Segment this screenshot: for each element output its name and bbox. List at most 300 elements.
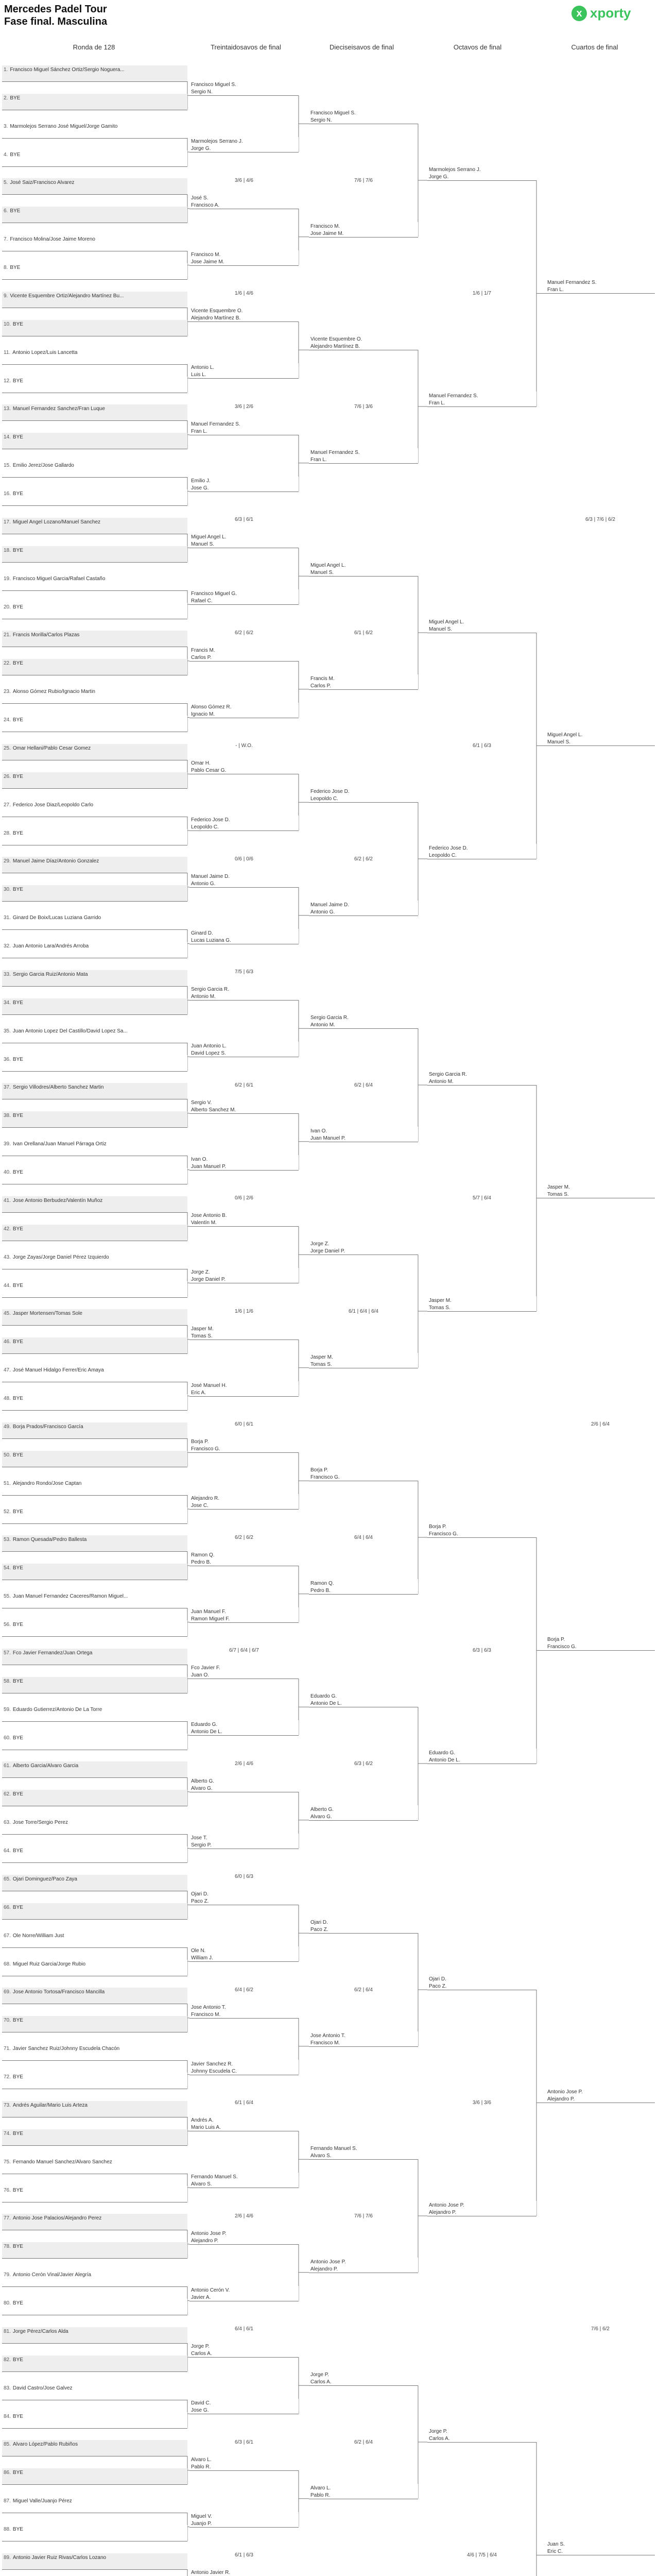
r64-slot[interactable] [189, 2003, 299, 2019]
match-score: 2/6 | 4/6 [235, 1760, 253, 1767]
r128-slot[interactable] [2, 178, 187, 195]
player-b: Antonio De L. [310, 1701, 342, 1707]
r128-slot[interactable] [2, 1027, 187, 1043]
r128-slot[interactable] [2, 2214, 187, 2230]
player-a: Federico Jose D. [191, 817, 230, 823]
seed-number: 51. [4, 1480, 11, 1486]
r128-slot[interactable] [2, 913, 187, 930]
r128-slot[interactable] [2, 659, 187, 675]
player-b: Jose G. [191, 2408, 209, 2414]
r128-slot[interactable] [2, 998, 187, 1015]
player-a: Borja P. [191, 1439, 209, 1445]
r64-slot[interactable] [189, 194, 299, 209]
r64-slot[interactable] [189, 703, 299, 718]
r8-slot[interactable] [546, 1183, 655, 1198]
r128-slot[interactable] [2, 1705, 187, 1722]
r128-slot[interactable] [2, 1366, 187, 1382]
r128-slot[interactable] [2, 1649, 187, 1665]
team-name: Jose Antonio Berbudez/Valentín Muñoz [12, 1197, 103, 1204]
r128-slot[interactable] [2, 1960, 187, 1976]
r128-slot[interactable] [2, 829, 187, 845]
r128-slot[interactable] [2, 433, 187, 449]
r16-slot[interactable] [427, 618, 536, 633]
seed-number: 46. [4, 1339, 11, 1345]
team-name: BYE [12, 2470, 23, 2476]
team-name: Antonio Javier Ruiz Rivas/Carlos Lozano [12, 2554, 107, 2561]
r64-slot[interactable] [189, 137, 299, 152]
match-score: 7/6 | 7/6 [354, 2213, 373, 2219]
r64-slot[interactable] [189, 250, 299, 266]
r64-slot[interactable] [189, 1664, 299, 1679]
r32-slot[interactable] [309, 2370, 418, 2386]
player-a: Federico Jose D. [429, 845, 468, 851]
match-score: 7/6 | 6/2 [591, 2326, 610, 2332]
team-name: Francis Morilla/Carlos Plazas [12, 632, 80, 638]
r128-slot[interactable] [2, 461, 187, 478]
team-name: BYE [12, 1056, 23, 1062]
r64-slot[interactable] [189, 1777, 299, 1792]
match-score: 6/1 | 6/2 [354, 630, 373, 636]
r128-slot[interactable] [2, 2497, 187, 2513]
seed-number: 82. [4, 2357, 11, 2363]
r128-slot[interactable] [2, 235, 187, 251]
r128-slot[interactable] [2, 2384, 187, 2400]
r32-slot[interactable] [309, 561, 418, 577]
player-a: José Manuel H. [191, 1382, 227, 1388]
r128-slot[interactable] [2, 1083, 187, 1099]
r128-slot[interactable] [2, 1309, 187, 1326]
r128-slot[interactable] [2, 1761, 187, 1778]
seed-number: 34. [4, 999, 11, 1006]
r128-slot[interactable] [2, 1620, 187, 1637]
team-name: Juan Antonio Lopez Del Castillo/David Lopez Sa... [12, 1028, 128, 1034]
r128-slot[interactable] [2, 1479, 187, 1496]
player-b: Sergio N. [191, 89, 213, 95]
player-b: Francisco M. [191, 2011, 221, 2018]
r128-slot[interactable] [2, 292, 187, 308]
seed-number: 79. [4, 2272, 11, 2278]
r16-slot[interactable] [427, 2427, 536, 2443]
r64-slot[interactable] [189, 1551, 299, 1566]
r64-slot[interactable] [189, 929, 299, 944]
r64-slot[interactable] [189, 1268, 299, 1283]
r32-slot[interactable] [309, 1353, 418, 1368]
r128-slot[interactable] [2, 2270, 187, 2287]
r8-slot[interactable] [546, 278, 655, 294]
r128-slot[interactable] [2, 1422, 187, 1439]
r64-slot[interactable] [189, 1042, 299, 1057]
seed-number: 27. [4, 802, 11, 808]
r64-slot[interactable] [189, 533, 299, 548]
player-a: Sergio V. [191, 1099, 212, 1106]
r32-slot[interactable] [309, 1127, 418, 1142]
match-score: 6/4 | 6/4 [354, 1534, 373, 1540]
r32-slot[interactable] [309, 222, 418, 238]
seed-number: 54. [4, 1565, 11, 1571]
r64-slot[interactable] [189, 80, 299, 96]
r64-slot[interactable] [189, 2399, 299, 2414]
r128-slot[interactable] [2, 1592, 187, 1608]
r128-slot[interactable] [2, 150, 187, 167]
match-score: 6/3 | 7/6 | 6/2 [585, 517, 615, 523]
seed-number: 17. [4, 519, 11, 525]
player-b: Alvaro G. [310, 1814, 332, 1820]
r64-slot[interactable] [189, 1098, 299, 1114]
r16-slot[interactable] [427, 392, 536, 407]
r128-slot[interactable] [2, 772, 187, 789]
r128-slot[interactable] [2, 404, 187, 421]
r64-slot[interactable] [189, 2342, 299, 2358]
r32-slot[interactable] [309, 1805, 418, 1821]
r32-slot[interactable] [309, 2484, 418, 2499]
r128-slot[interactable] [2, 1394, 187, 1411]
player-a: Miguel Angel L. [191, 534, 227, 540]
seed-number: 39. [4, 1141, 11, 1147]
r16-slot[interactable] [427, 1749, 536, 1764]
round-header-r8: Cuartos de final [571, 43, 618, 51]
match-score: 6/3 | 6/1 [235, 2439, 253, 2445]
r128-slot[interactable] [2, 631, 187, 647]
r64-slot[interactable] [189, 2173, 299, 2188]
r128-slot[interactable] [2, 122, 187, 139]
team-name: BYE [12, 1678, 23, 1684]
round-header-r64: Treintaidosavos de final [211, 43, 281, 51]
player-b: Tomas S. [191, 1333, 213, 1339]
r128-slot[interactable] [2, 2468, 187, 2485]
team-name: Vicente Esquembre Ortiz/Alejandro Martínez Bu... [10, 293, 124, 299]
r128-slot[interactable] [2, 2553, 187, 2570]
player-b: Leopoldo C. [429, 852, 457, 858]
player-a: Alberto G. [191, 1778, 215, 1784]
player-b: Carlos A. [310, 2379, 332, 2385]
r64-slot[interactable] [189, 477, 299, 492]
r32-slot[interactable] [309, 1240, 418, 1255]
r64-slot[interactable] [189, 307, 299, 322]
player-a: Francis M. [310, 675, 335, 682]
r64-slot[interactable] [189, 1325, 299, 1340]
player-a: Ivan O. [191, 1156, 208, 1162]
player-b: Fran L. [429, 400, 445, 406]
player-b: Jorge G. [191, 146, 211, 152]
r128-slot[interactable] [2, 2016, 187, 2032]
r32-slot[interactable] [309, 674, 418, 690]
seed-number: 3. [4, 123, 8, 129]
player-b: William J. [191, 1955, 213, 1961]
team-name: Jose Antonio Tortosa/Francisco Mancilla [12, 1989, 105, 1995]
r64-slot[interactable] [189, 2060, 299, 2075]
player-b: Antonio G. [310, 909, 335, 915]
r128-slot[interactable] [2, 1337, 187, 1354]
r64-slot[interactable] [189, 363, 299, 379]
player-a: Francisco M. [191, 251, 221, 258]
r128-slot[interactable] [2, 2412, 187, 2429]
r128-slot[interactable] [2, 518, 187, 534]
seed-number: 48. [4, 1396, 11, 1401]
player-a: Andrés A. [191, 2117, 214, 2124]
player-b: Antonio De L. [429, 1757, 460, 1763]
r128-slot[interactable] [2, 716, 187, 732]
seed-number: 9. [4, 293, 8, 299]
player-a: Borja P. [429, 1523, 447, 1530]
r128-slot[interactable] [2, 1055, 187, 1072]
r128-slot[interactable] [2, 377, 187, 393]
seed-number: 59. [4, 1706, 11, 1713]
r16-slot[interactable] [427, 2201, 536, 2216]
r16-slot[interactable] [427, 1975, 536, 1990]
r128-slot[interactable] [2, 857, 187, 873]
seed-number: 10. [4, 321, 11, 327]
match-score: 6/1 | 6/4 | 6/4 [348, 1308, 378, 1314]
r64-slot[interactable] [189, 2116, 299, 2131]
r128-slot[interactable] [2, 1846, 187, 1863]
r64-slot[interactable] [189, 1946, 299, 1962]
r128-slot[interactable] [2, 1535, 187, 1552]
r128-slot[interactable] [2, 2158, 187, 2174]
r128-slot[interactable] [2, 2073, 187, 2089]
team-name: BYE [12, 1113, 23, 1119]
r32-slot[interactable] [309, 1013, 418, 1029]
r128-slot[interactable] [2, 2242, 187, 2259]
r128-slot[interactable] [2, 1875, 187, 1891]
r128-slot[interactable] [2, 1140, 187, 1156]
r128-slot[interactable] [2, 1196, 187, 1213]
player-b: Alejandro P. [191, 2238, 219, 2244]
r128-slot[interactable] [2, 546, 187, 563]
team-name: BYE [12, 1452, 23, 1458]
r128-slot[interactable] [2, 2101, 187, 2117]
r16-slot[interactable] [427, 1070, 536, 1086]
player-a: Antonio Jose P. [310, 2259, 346, 2265]
r64-slot[interactable] [189, 1437, 299, 1453]
r64-slot[interactable] [189, 1834, 299, 1849]
r8-slot[interactable] [546, 2088, 655, 2103]
player-b: Manuel S. [429, 626, 453, 632]
player-b: Juan Manuel P. [310, 1135, 346, 1141]
seed-number: 87. [4, 2498, 11, 2504]
seed-number: 55. [4, 1594, 11, 1600]
r32-slot[interactable] [309, 1918, 418, 1934]
r64-slot[interactable] [189, 2229, 299, 2245]
player-a: Eduardo G. [191, 1722, 218, 1728]
seed-number: 66. [4, 1904, 11, 1910]
match-score: 7/6 | 3/6 [354, 403, 373, 410]
r32-slot[interactable] [309, 1692, 418, 1707]
r128-slot[interactable] [2, 1903, 187, 1920]
r128-slot[interactable] [2, 1507, 187, 1524]
r128-slot[interactable] [2, 1988, 187, 2004]
r128-slot[interactable] [2, 1734, 187, 1750]
player-a: Sergio Garcia R. [310, 1015, 349, 1021]
r128-slot[interactable] [2, 2327, 187, 2344]
player-b: Sergio P. [191, 1842, 212, 1848]
r128-slot[interactable] [2, 1451, 187, 1467]
player-a: Jorge P. [429, 2428, 447, 2434]
r64-slot[interactable] [189, 872, 299, 888]
r128-slot[interactable] [2, 2355, 187, 2372]
r128-slot[interactable] [2, 2299, 187, 2315]
seed-number: 23. [4, 689, 11, 695]
player-b: Manuel S. [310, 570, 334, 576]
team-name: Juan Antonio Lara/Andrés Arroba [12, 943, 89, 949]
r128-slot[interactable] [2, 320, 187, 336]
r64-slot[interactable] [189, 1720, 299, 1736]
r32-slot[interactable] [309, 901, 418, 916]
seed-number: 13. [4, 406, 11, 412]
r8-slot[interactable] [546, 1635, 655, 1651]
player-b: Jose C. [191, 1503, 209, 1509]
player-b: Francisco G. [310, 1475, 340, 1481]
seed-number: 84. [4, 2413, 11, 2419]
r64-slot[interactable] [189, 589, 299, 605]
r128-slot[interactable] [2, 489, 187, 506]
player-b: Pablo R. [310, 2492, 331, 2498]
r128-slot[interactable] [2, 1225, 187, 1241]
player-a: Ramon Q. [310, 1580, 334, 1586]
r128-slot[interactable] [2, 744, 187, 760]
r64-slot[interactable] [189, 816, 299, 831]
team-name: BYE [10, 208, 21, 214]
r128-slot[interactable] [2, 1818, 187, 1835]
r64-slot[interactable] [189, 2512, 299, 2528]
player-a: Miguel Angel L. [310, 563, 346, 569]
r32-slot[interactable] [309, 2144, 418, 2160]
player-a: Manuel Fernandez S. [547, 280, 597, 286]
r128-slot[interactable] [2, 885, 187, 902]
r16-slot[interactable] [427, 1296, 536, 1312]
r8-slot[interactable] [546, 731, 655, 746]
player-b: Mario Luis A. [191, 2125, 221, 2131]
r32-slot[interactable] [309, 1579, 418, 1595]
player-a: Alvaro L. [191, 2456, 212, 2463]
r64-slot[interactable] [189, 1890, 299, 1905]
seed-number: 12. [4, 378, 11, 384]
r32-slot[interactable] [309, 335, 418, 350]
r64-slot[interactable] [189, 420, 299, 435]
match-score: 2/6 | 6/4 [591, 1421, 610, 1428]
team-name: Antonio Lopez/Luis Lancetta [12, 349, 78, 355]
r64-slot[interactable] [189, 2455, 299, 2471]
team-name: BYE [12, 1396, 23, 1401]
player-a: Francisco Miguel G. [191, 591, 237, 597]
r128-slot[interactable] [2, 1111, 187, 1128]
r128-slot[interactable] [2, 574, 187, 591]
r128-slot[interactable] [2, 2186, 187, 2202]
seed-number: 58. [4, 1678, 11, 1684]
r128-slot[interactable] [2, 207, 187, 223]
seed-number: 43. [4, 1254, 11, 1260]
team-name: Manuel Fernandez Sanchez/Fran Luque [12, 406, 105, 412]
player-a: Jorge Z. [310, 1241, 330, 1247]
r32-slot[interactable] [309, 1466, 418, 1481]
r128-slot[interactable] [2, 94, 187, 110]
player-a: Emilio J. [191, 478, 211, 484]
team-name: BYE [12, 1565, 23, 1571]
player-a: Juan S. [547, 2541, 565, 2548]
match-score: 2/6 | 4/6 [235, 2213, 253, 2219]
team-name: Manuel Jaime Díaz/Antonio Gonzalez [12, 858, 99, 865]
seed-number: 50. [4, 1452, 11, 1458]
r16-slot[interactable] [427, 844, 536, 859]
r32-slot[interactable] [309, 787, 418, 803]
team-name: BYE [12, 604, 23, 610]
r128-slot[interactable] [2, 1281, 187, 1298]
r128-slot[interactable] [2, 1677, 187, 1693]
r128-slot[interactable] [2, 2440, 187, 2456]
xporty-logo-text: xporty [590, 5, 631, 21]
player-b: Jorge Daniel P. [310, 1248, 345, 1255]
r64-slot[interactable] [189, 1494, 299, 1510]
seed-number: 60. [4, 1735, 11, 1741]
team-name: Eduardo Gutierrez/Antonio De La Torre [12, 1706, 102, 1713]
r16-slot[interactable] [427, 1522, 536, 1538]
r128-slot[interactable] [2, 263, 187, 280]
seed-number: 52. [4, 1509, 11, 1515]
r128-slot[interactable] [2, 603, 187, 619]
team-name: Alonso Gómez Rubio/Ignacio Martin [12, 689, 95, 695]
r128-slot[interactable] [2, 2525, 187, 2541]
player-b: Fran L. [191, 428, 207, 434]
player-b: Fran L. [547, 287, 564, 293]
team-name: Antonio Jose Palacios/Alejandro Perez [12, 2215, 102, 2222]
r64-slot[interactable] [189, 2286, 299, 2301]
r128-slot[interactable] [2, 687, 187, 704]
player-a: Eduardo G. [429, 1750, 456, 1756]
player-a: Jose Antonio T. [191, 2004, 226, 2010]
player-b: Alejandro Martínez B. [191, 315, 241, 321]
r64-slot[interactable] [189, 1211, 299, 1227]
r128-slot[interactable] [2, 2129, 187, 2146]
r32-slot[interactable] [309, 109, 418, 124]
r128-slot[interactable] [2, 2044, 187, 2061]
r128-slot[interactable] [2, 970, 187, 987]
player-b: Antonio De L. [191, 1729, 222, 1735]
match-score: 6/1 | 6/3 [235, 2552, 253, 2558]
team-name: Jorge Pérez/Carlos Alda [12, 2328, 68, 2334]
r128-slot[interactable] [2, 1253, 187, 1269]
r64-slot[interactable] [189, 646, 299, 662]
player-b: Pedro B. [310, 1587, 331, 1594]
r8-slot[interactable] [546, 2540, 655, 2555]
round-header-r32: Dieciseisavos de final [329, 43, 394, 51]
r32-slot[interactable] [309, 2031, 418, 2047]
r64-slot[interactable] [189, 759, 299, 774]
r128-slot[interactable] [2, 942, 187, 958]
player-a: Antonio Javier R. [191, 2570, 231, 2576]
r16-slot[interactable] [427, 165, 536, 181]
r64-slot[interactable] [189, 1155, 299, 1171]
r128-slot[interactable] [2, 1168, 187, 1184]
player-b: Manuel S. [547, 739, 571, 745]
r128-slot[interactable] [2, 1790, 187, 1806]
round-header-r128: Ronda de 128 [73, 43, 115, 51]
player-b: Francisco G. [429, 1531, 458, 1537]
r64-slot[interactable] [189, 1381, 299, 1397]
r64-slot[interactable] [189, 2568, 299, 2576]
player-a: Juan Antonio L. [191, 1043, 227, 1049]
r64-slot[interactable] [189, 985, 299, 1001]
r32-slot[interactable] [309, 448, 418, 464]
r32-slot[interactable] [309, 2258, 418, 2273]
r128-slot[interactable] [2, 348, 187, 365]
r128-slot[interactable] [2, 1564, 187, 1580]
r128-slot[interactable] [2, 65, 187, 82]
r128-slot[interactable] [2, 801, 187, 817]
player-a: Alejandro R. [191, 1496, 220, 1502]
team-name: BYE [12, 1282, 23, 1289]
r64-slot[interactable] [189, 1607, 299, 1623]
r128-slot[interactable] [2, 1931, 187, 1948]
match-score: 6/1 | 6/4 [235, 2100, 253, 2106]
